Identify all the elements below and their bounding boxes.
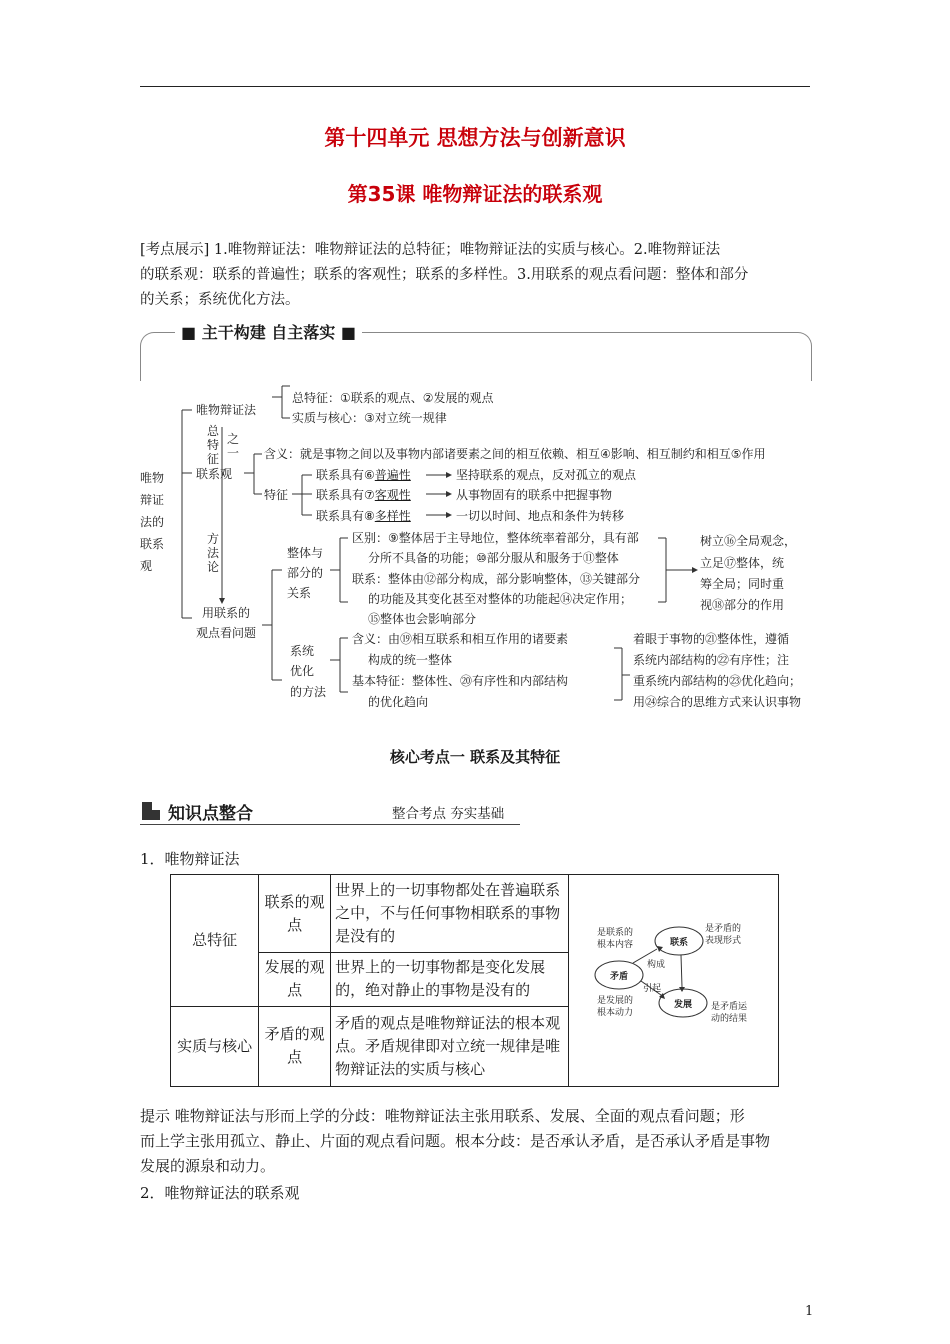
label-m1: 是矛盾的: [705, 924, 742, 934]
vtext-method: 方 法 论: [206, 532, 219, 574]
root-line3: 法的: [140, 515, 165, 529]
tip-line2: 而上学主张用孤立、静止、片面的观点看问题。根本分歧：是否承认矛盾，是否承认矛盾是事物: [140, 1132, 771, 1150]
exam-points: [140, 238, 810, 313]
cell-connection-desc: 世界上的一切事物都处在普遍联系之中，不与任何事物相联系的事物是没有的: [331, 875, 569, 953]
exam-points-line3: 的关系；系统优化方法。: [140, 292, 300, 308]
label-e2: 动的结果: [711, 1014, 748, 1024]
label-g: 构成: [647, 960, 666, 970]
node-use-1: 用联系的: [202, 606, 251, 620]
diagram-cell: [569, 875, 779, 1087]
node-sys-3: 的方法: [290, 685, 327, 699]
sys-line2: 构成的统一整体: [368, 653, 453, 667]
label-l2: 根本内容: [597, 940, 634, 950]
sys-right-4: 用㉔综合的思维方式来认识事物: [633, 695, 802, 709]
node-dialectics: 唯物辩证法: [196, 403, 257, 417]
feature-2: 联系具有⑦客观性: [316, 488, 411, 502]
node-total-feature: 总特征：①联系的观点、②发展的观点: [292, 391, 494, 405]
right-line4: 视⑱部分的作用: [700, 598, 785, 612]
feature-1-result: 坚持联系的观点，反对孤立的观点: [456, 468, 637, 482]
node-sys-2: 优化: [290, 664, 315, 678]
node-whole-1: 整体与: [287, 546, 324, 560]
node-use-2: 观点看问题: [196, 626, 257, 640]
relation-diagram: [569, 875, 775, 1079]
label-e1: 是矛盾运: [711, 1002, 748, 1012]
right-line1: 树立⑯全局观念，: [700, 534, 797, 548]
vtext-feature: 总 特 征: [206, 424, 219, 466]
tip-line1: 提示 唯物辩证法与形而上学的分歧：唯物辩证法主张用联系、发展、全面的观点看问题；形: [140, 1107, 745, 1125]
node-view: 联系观: [196, 467, 233, 481]
node-features: 特征: [264, 488, 289, 502]
label-lianxi: 联系: [670, 938, 689, 948]
root-line2: 辩证: [140, 493, 165, 507]
sys-right-1: 着眼于事物的㉑整体性，遵循: [633, 632, 790, 646]
whole-line1: 区别：⑨整体居于主导地位，整体统率着部分，具有部: [352, 531, 639, 545]
feature-3-result: 一切以时间、地点和条件为转移: [456, 509, 625, 523]
label-l1: 是联系的: [597, 928, 634, 938]
sys-line1: 含义：由⑲相互联系和相互作用的诸要素: [352, 632, 569, 646]
node-whole-3: 关系: [287, 586, 312, 600]
whole-line5: ⑮整体也会影响部分: [368, 612, 477, 626]
item-2: 2．唯物辩证法的联系观: [140, 1184, 300, 1202]
dialectics-table: [170, 874, 779, 1087]
cell-connection-view: 联系的观点: [259, 875, 331, 953]
cell-essence: 实质与核心: [171, 1006, 259, 1086]
knowledge-title: 知识点整合: [168, 804, 253, 824]
right-line3: 筹全局；同时重: [700, 577, 785, 591]
node-meaning: 含义：就是事物之间以及事物内部诸要素之间的相互依赖、相互④影响、相互制约和相互⑤作用: [264, 447, 766, 461]
root-line5: 观: [140, 559, 153, 573]
tip-line3: 发展的源泉和动力。: [140, 1157, 276, 1175]
page-number: 1: [805, 1304, 814, 1319]
whole-line2: 分所不具备的功能；⑩部分服从和服务于⑪整体: [368, 551, 619, 565]
right-line2: 立足⑰整体，统: [700, 556, 785, 570]
knowledge-subtitle: 整合考点 夯实基础: [392, 806, 505, 822]
cell-development-desc: 世界上的一切事物都是变化发展的，绝对静止的事物是没有的: [331, 953, 569, 1007]
label-d2: 根本动力: [597, 1008, 634, 1018]
tip: [140, 1104, 810, 1179]
exam-points-line1: [考点展示] 1.唯物辩证法：唯物辩证法的总特征；唯物辩证法的实质与核心。2.唯物辩证法: [140, 242, 721, 258]
feature-3: 联系具有⑧多样性: [316, 509, 411, 523]
feature-1: 联系具有⑥普遍性: [316, 468, 411, 482]
node-whole-2: 部分的: [287, 566, 324, 580]
core-point-title: 核心考点一 联系及其特征: [389, 748, 561, 766]
section-label: ■ 主干构建 自主落实 ■: [175, 320, 362, 343]
top-rule: [140, 86, 810, 87]
whole-line3: 联系：整体由⑫部分构成，部分影响整体，⑬关键部分: [352, 572, 641, 586]
whole-line4: 的功能及其变化甚至对整体的功能起⑭决定作用；: [368, 592, 633, 606]
label-fazhan: 发展: [674, 1000, 693, 1010]
cell-total-feature: 总特征: [171, 875, 259, 1007]
cell-contradiction-desc: 矛盾的观点是唯物辩证法的根本观点。矛盾规律即对立统一规律是唯物辩证法的实质与核心: [331, 1006, 569, 1086]
node-essence: 实质与核心：③对立统一规律: [292, 411, 447, 425]
mindmap-root: [140, 470, 164, 574]
sys-right-2: 系统内部结构的㉒有序性；注: [633, 653, 790, 667]
root-line4: 联系: [140, 537, 165, 551]
sys-right-3: 重系统内部结构的㉓优化趋向；: [633, 674, 802, 688]
sys-line3: 基本特征：整体性、⑳有序性和内部结构: [352, 674, 569, 688]
item-1: 1．唯物辩证法: [140, 850, 240, 868]
feature-2-result: 从事物固有的联系中把握事物: [456, 488, 613, 502]
lesson-title: 第35课 唯物辩证法的联系观: [347, 182, 603, 206]
sys-line4: 的优化趋向: [368, 695, 429, 709]
knowledge-icon-cut: [152, 802, 160, 810]
cell-development-view: 发展的观点: [259, 953, 331, 1007]
unit-title: 第十四单元 思想方法与创新意识: [324, 126, 626, 150]
label-maodun: 矛盾: [610, 972, 629, 982]
vtext-one-of: 之 一: [226, 432, 239, 460]
root-line1: 唯物: [140, 471, 165, 485]
node-sys-1: 系统: [290, 644, 315, 658]
label-m2: 表现形式: [705, 936, 742, 946]
label-y: 引起: [643, 984, 662, 994]
cell-contradiction-view: 矛盾的观点: [259, 1006, 331, 1086]
exam-points-line2: 的联系观：联系的普遍性；联系的客观性；联系的多样性。3.用联系的观点看问题：整体和部分: [140, 267, 749, 283]
knowledge-rule: [140, 824, 520, 825]
label-d1: 是发展的: [597, 996, 634, 1006]
